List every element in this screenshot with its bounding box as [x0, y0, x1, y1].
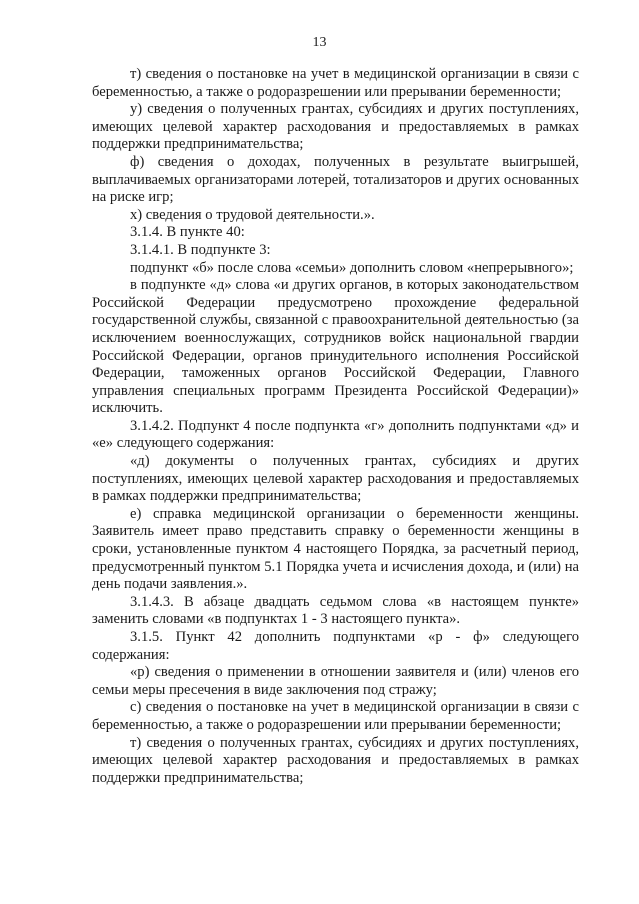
paragraph: 3.1.4.1. В подпункте 3: — [130, 241, 271, 258]
page-number: 13 — [312, 35, 327, 50]
paragraph: в подпункте «д» слова «и других органов, в которых законодательством Российской Федерации предусмотрено прохождение федеральной государственной службы, связанной с правоохранительной деятельностью (за исключением военнослужащих, сотрудников войск национальной гвардии Российской Федерации, органов принудительного исполнения Российской Федерации, таможенных органов Российской Федерации, Главного управления специальных программ Президента Российской Федерации)» исключить. — [92, 277, 579, 417]
paragraph: 3.1.4.2. Подпункт 4 после подпункта «г» дополнить подпунктами «д» и «е» следующего содержания: — [92, 417, 579, 452]
paragraph: у) сведения о полученных грантах, субсидиях и других поступлениях, имеющих целевой характер расходования и предоставляемых в рамках поддержки предпринимательства; — [92, 101, 579, 153]
paragraph: подпункт «б» после слова «семьи» дополнить словом «непрерывного»; — [130, 259, 574, 276]
paragraph: х) сведения о трудовой деятельности.». — [130, 206, 375, 223]
document-body — [92, 66, 579, 787]
paragraph: е) справка медицинской организации о беременности женщины. Заявитель имеет право представить справку о беременности женщины в сроки, установленные пунктом 4 настоящего Порядка, за расчетный период, предусмотренный пунктом 5.1 Порядка учета и исчисления дохода, и (или) на день подачи заявления.». — [92, 505, 579, 593]
paragraph: «р) сведения о применении в отношении заявителя и (или) членов его семьи меры пресечения в виде заключения под стражу; — [92, 664, 579, 698]
paragraph: с) сведения о постановке на учет в медицинской организации в связи с беременностью, а также о родоразрешении или прерывании беременности; — [92, 699, 579, 733]
paragraph: «д) документы о полученных грантах, субсидиях и других поступлениях, имеющих целевой характер расходования и предоставляемых в рамках поддержки предпринимательства; — [92, 453, 579, 505]
paragraph: т) сведения о полученных грантах, субсидиях и других поступлениях, имеющих целевой характер расходования и предоставляемых в рамках поддержки предпринимательства; — [92, 734, 579, 786]
paragraph: 3.1.4.3. В абзаце двадцать седьмом слова «в настоящем пункте» заменить словами «в подпунктах 1 - 3 настоящего пункта». — [92, 593, 579, 628]
paragraph: т) сведения о постановке на учет в медицинской организации в связи с беременностью, а также о родоразрешении или прерывании беременности; — [92, 66, 579, 100]
paragraph: 3.1.4. В пункте 40: — [130, 224, 245, 241]
paragraph: 3.1.5. Пункт 42 дополнить подпунктами «р - ф» следующего содержания: — [92, 629, 579, 663]
paragraph: ф) сведения о доходах, полученных в результате выигрышей, выплачиваемых организаторами лотерей, тотализаторов и других основанных на риске игр; — [92, 153, 579, 206]
